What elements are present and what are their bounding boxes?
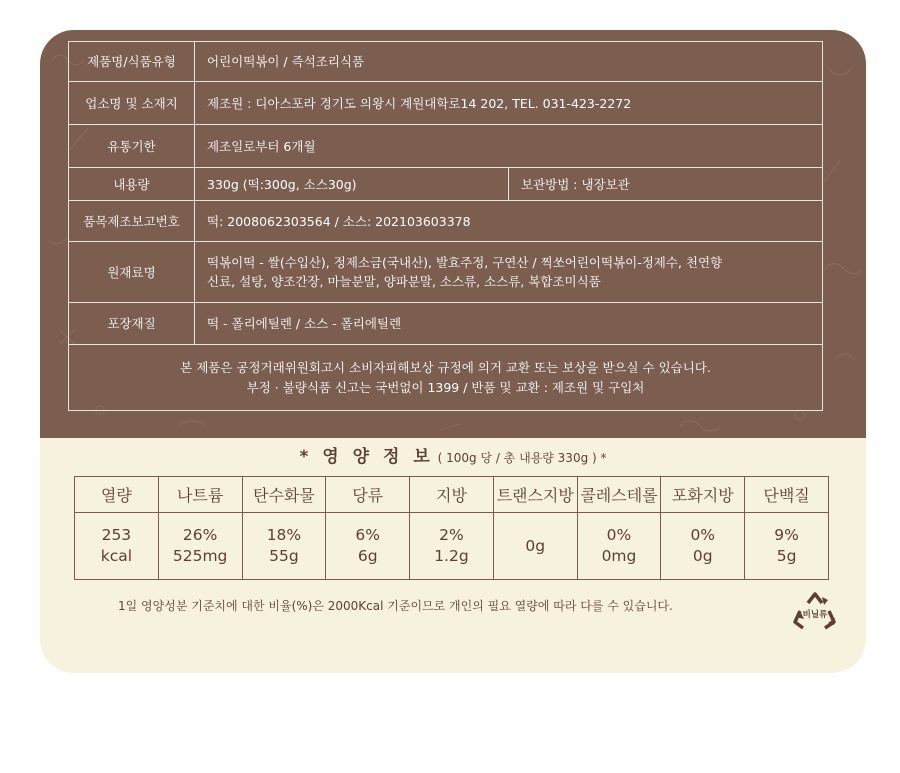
- nutrient-header: 콜레스테롤: [577, 477, 661, 513]
- nutrient-value-line-2: 0g: [692, 547, 713, 565]
- nutrient-value-line-1: 253: [101, 526, 132, 544]
- nutrient-value-line-1: 0%: [690, 526, 716, 544]
- nutrient-value-line-1: 2%: [439, 526, 464, 544]
- nutrition-subtitle: ( 100g 당 / 총 내용량 330g ) *: [437, 451, 607, 465]
- ingredients-line-2: 신료, 설탕, 양조간장, 마늘분말, 양파분말, 소스류, 소스류, 복합조미식품: [207, 274, 601, 289]
- nutrient-value: [410, 513, 494, 580]
- nutrient-header: 열량: [75, 477, 159, 513]
- row-expiry: [69, 125, 823, 168]
- report-number-value: 떡: 2008062303564 / 소스: 202103603378: [195, 201, 823, 242]
- row-maker: [69, 82, 823, 125]
- ingredients-value: [195, 242, 823, 303]
- nutrient-value-line-1: 0g: [525, 536, 546, 555]
- ingredients-line-1: 떡볶이떡 - 쌀(수입산), 정제소금(국내산), 발효주정, 구연산 / 찍쏘어린이떡볶이-정제수, 천연향: [207, 255, 723, 270]
- nutrient-header: 나트륨: [158, 477, 242, 513]
- row-ingredients: [69, 242, 823, 303]
- expiry-value: 제조일로부터 6개월: [195, 125, 823, 168]
- row-product: [69, 42, 823, 82]
- product-info-panel: [40, 30, 866, 438]
- consumer-notice: [69, 345, 823, 411]
- product-info-table: [68, 41, 823, 411]
- nutrient-value: [493, 513, 577, 580]
- nutrient-value-line-2: 5g: [776, 547, 797, 565]
- packaging-label: 포장재질: [69, 303, 195, 345]
- maker-value: 제조원 : 디아스포라 경기도 의왕시 계원대학로14 202, TEL. 031-423-2272: [195, 82, 823, 125]
- nutrient-value-line-1: 26%: [182, 526, 218, 544]
- volume-label: 내용량: [69, 168, 195, 201]
- product-name-value: 어린이떡볶이 / 즉석조리식품: [195, 42, 823, 82]
- nutrition-heading: [40, 442, 866, 467]
- row-packaging: [69, 303, 823, 345]
- nutrient-value: [326, 513, 410, 580]
- maker-label: 업소명 및 소재지: [69, 82, 195, 125]
- notice-line-2: 부정 · 불량식품 신고는 국번없이 1399 / 반품 및 교환 : 제조원 및 구입처: [246, 379, 645, 395]
- nutrient-header: 탄수화물: [242, 477, 326, 513]
- storage-value: 보관방법 : 냉장보관: [509, 168, 823, 201]
- nutrient-header: 당류: [326, 477, 410, 513]
- nutrient-value-line-2: 6g: [357, 547, 378, 565]
- row-report-number: [69, 201, 823, 242]
- nutrition-title: * 영 양 정 보: [299, 447, 434, 467]
- nutrient-value-line-2: 525mg: [172, 547, 228, 565]
- nutrient-value-line-2: 0mg: [601, 547, 637, 565]
- row-notice: [69, 345, 823, 411]
- nutrient-value: [158, 513, 242, 580]
- nutrient-value-line-1: 6%: [355, 526, 380, 544]
- notice-line-1: 본 제품은 공정거래위원회고시 소비자피해보상 규정에 의거 교환 또는 보상을 받으실 수 있습니다.: [180, 359, 711, 375]
- volume-value: 330g (떡:300g, 소스30g): [195, 168, 509, 201]
- nutrition-label-card: [40, 30, 866, 673]
- nutrition-value-row: [75, 513, 829, 580]
- nutrition-table: [74, 476, 829, 580]
- nutrition-header-row: [75, 477, 829, 513]
- nutrient-value-line-2: 1.2g: [434, 547, 469, 565]
- recycle-text: 비닐류: [802, 609, 828, 619]
- packaging-value: 떡 - 폴리에틸렌 / 소스 - 폴리에틸렌: [195, 303, 823, 345]
- nutrient-header: 지방: [410, 477, 494, 513]
- nutrient-value: [577, 513, 661, 580]
- nutrient-value-line-1: 18%: [266, 526, 302, 544]
- row-volume: [69, 168, 823, 201]
- nutrient-value-line-1: 0%: [606, 526, 632, 544]
- report-number-label: 품목제조보고번호: [69, 201, 195, 242]
- nutrient-value: [242, 513, 326, 580]
- ingredients-label: 원재료명: [69, 242, 195, 303]
- nutrient-value: [745, 513, 829, 580]
- nutrient-value: [661, 513, 745, 580]
- expiry-label: 유통기한: [69, 125, 195, 168]
- nutrient-header: 단백질: [745, 477, 829, 513]
- nutrient-value-line-2: kcal: [100, 547, 133, 565]
- nutrient-value-line-2: 55g: [269, 547, 299, 565]
- nutrient-header: 트랜스지방: [493, 477, 577, 513]
- recycle-icon: [792, 591, 838, 633]
- product-name-label: 제품명/식품유형: [69, 42, 195, 82]
- nutrient-value-line-1: 9%: [774, 526, 799, 544]
- nutrient-value: [75, 513, 159, 580]
- nutrient-header: 포화지방: [661, 477, 745, 513]
- nutrition-footnote: 1일 영양성분 기준치에 대한 비율(%)은 2000Kcal 기준이므로 개인의 필요 열량에 따라 다를 수 있습니다.: [118, 599, 673, 613]
